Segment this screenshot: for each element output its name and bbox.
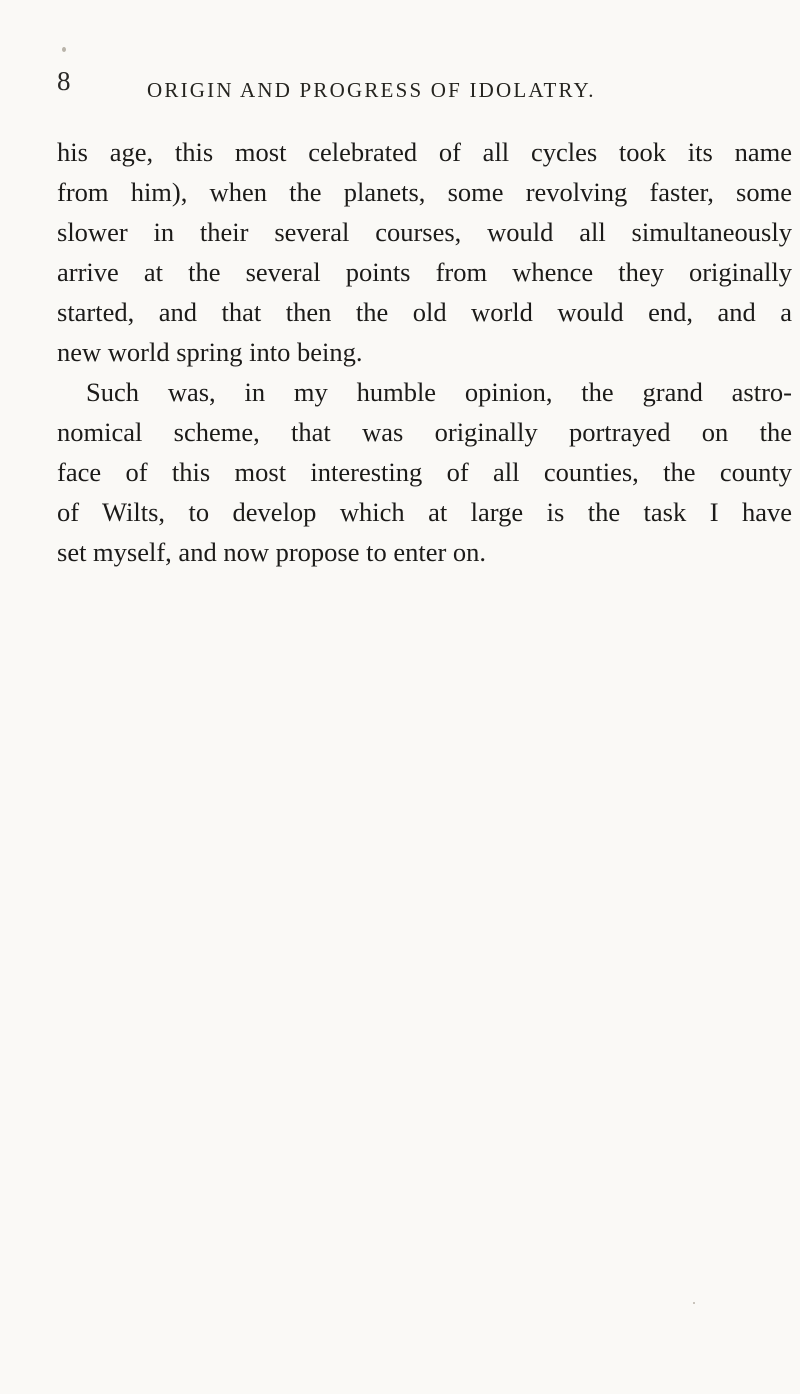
text-line: of Wilts, to develop which at large is the task I have bbox=[57, 497, 792, 527]
running-title: ORIGIN AND PROGRESS OF IDOLATRY. bbox=[147, 78, 596, 102]
text-line: face of this most interesting of all counties, the county bbox=[57, 457, 792, 487]
body-text bbox=[57, 132, 792, 572]
text-line: Such was, in my humble opinion, the grand astro- bbox=[86, 377, 792, 407]
paper-speck bbox=[693, 1302, 695, 1304]
text-line: his age, this most celebrated of all cycles took its name bbox=[57, 137, 792, 167]
paper-speck bbox=[62, 47, 66, 52]
text-line: set myself, and now propose to enter on. bbox=[57, 537, 487, 567]
text-line: new world spring into being. bbox=[57, 337, 363, 367]
text-line: nomical scheme, that was originally portrayed on the bbox=[57, 417, 792, 447]
page-number: 8 bbox=[57, 66, 71, 96]
text-line: slower in their several courses, would all simultaneously bbox=[57, 217, 792, 247]
text-line: started, and that then the old world would end, and a bbox=[57, 297, 792, 327]
text-line: arrive at the several points from whence they originally bbox=[57, 257, 792, 287]
text-line: from him), when the planets, some revolving faster, some bbox=[57, 177, 792, 207]
